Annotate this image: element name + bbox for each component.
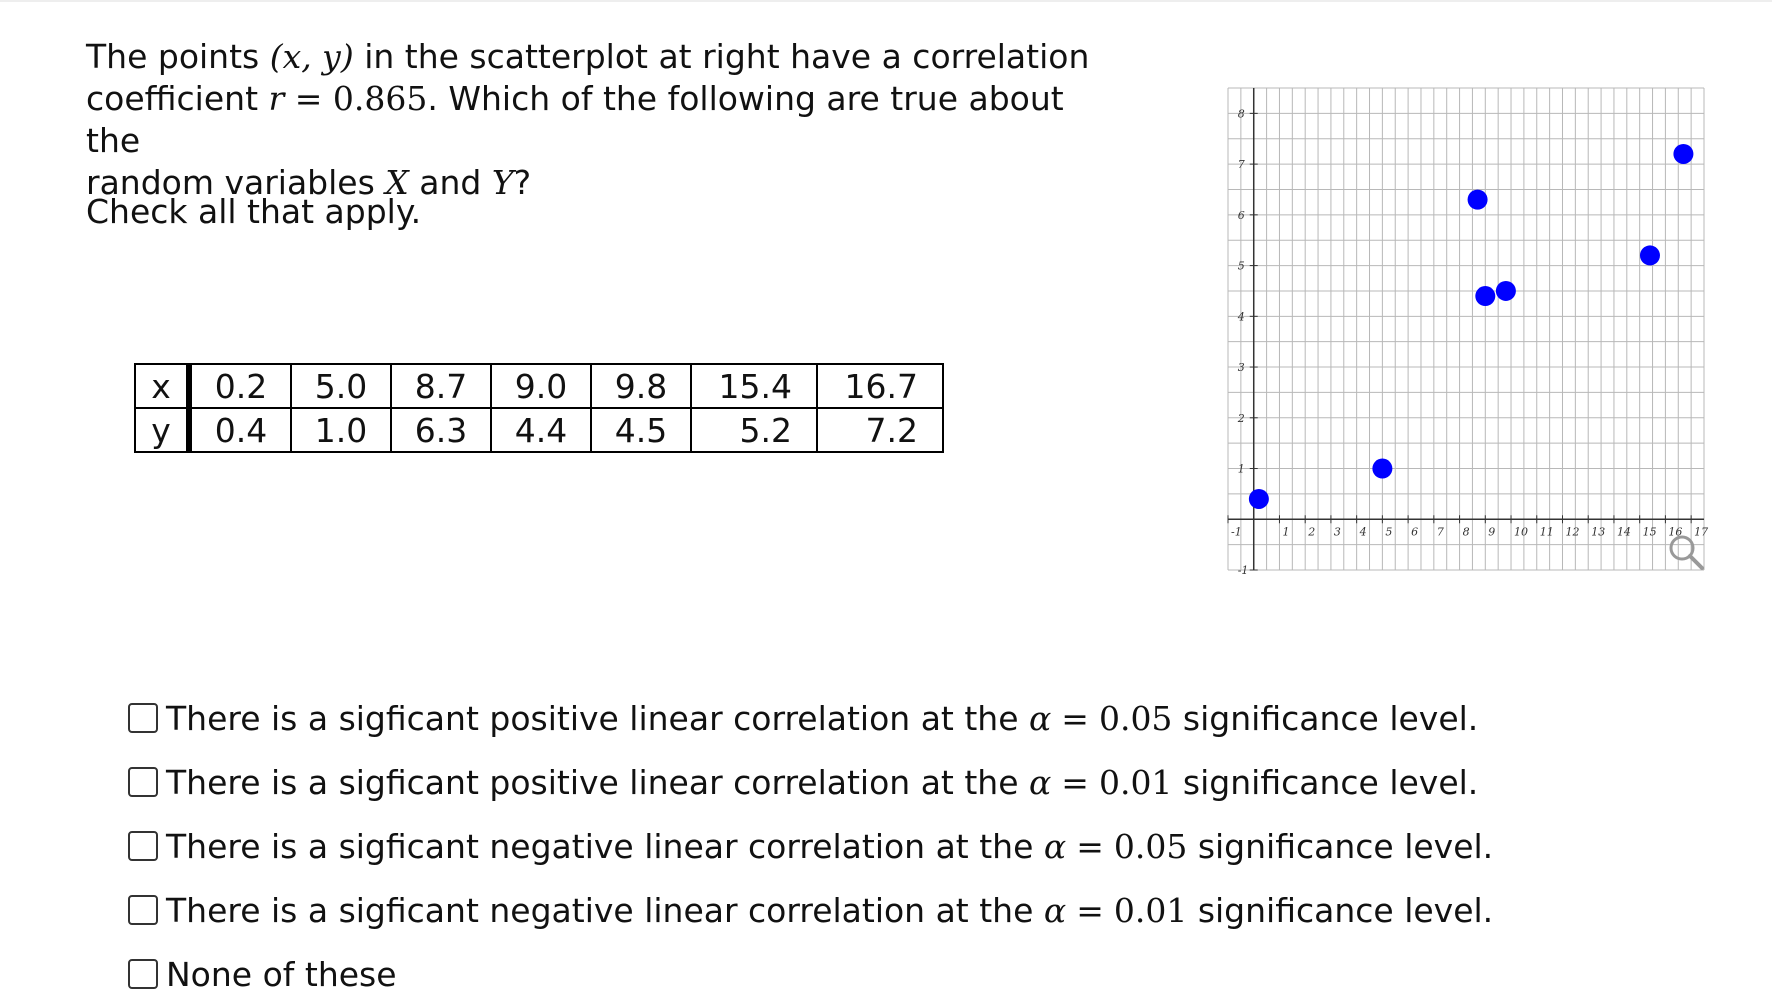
table-cell: 0.4 (189, 408, 291, 452)
data-point (1249, 489, 1269, 509)
question-text-part: The points (86, 37, 270, 76)
option-text: significance level. (1172, 762, 1479, 802)
x-tick-label: 6 (1411, 525, 1419, 539)
significance-level: 0.05 (1113, 826, 1188, 866)
option-negative-005[interactable] (128, 814, 1493, 878)
x-tick-label: 2 (1308, 525, 1316, 539)
question-text-part: . Which of the following are true about the (86, 79, 1064, 160)
y-tick-label: 8 (1237, 107, 1245, 121)
alpha-symbol: α (1029, 762, 1052, 802)
y-tick-label: 2 (1237, 411, 1245, 425)
x-tick-label: 3 (1333, 525, 1341, 539)
y-tick-label: 7 (1237, 158, 1245, 172)
data-point (1475, 286, 1495, 306)
y-tick-label: 3 (1237, 361, 1245, 375)
option-text: There is a sigficant positive linear correlation at the (166, 762, 1029, 802)
equals-sign: = (1076, 826, 1104, 866)
question-text-part: coefficient (86, 79, 269, 118)
r-symbol: r (268, 79, 285, 118)
y-tick-label: 4 (1237, 310, 1245, 324)
data-point (1673, 144, 1693, 164)
x-tick-label: 10 (1514, 525, 1529, 539)
option-text: significance level. (1187, 890, 1494, 930)
x-tick-label: 8 (1462, 525, 1470, 539)
option-text: There is a sigficant negative linear correlation at the (166, 890, 1044, 930)
magnifier-icon[interactable] (1671, 537, 1702, 568)
option-label[interactable] (166, 827, 1493, 866)
y-tick-label: 5 (1237, 259, 1245, 273)
checkbox[interactable] (128, 767, 158, 797)
alpha-symbol: α (1029, 698, 1052, 738)
table-cell: 5.2 (691, 408, 817, 452)
x-tick-label: 13 (1591, 525, 1606, 539)
answer-options (128, 686, 1493, 1006)
equals-sign: = (1061, 698, 1089, 738)
checkbox[interactable] (128, 831, 158, 861)
table-cell: 5.0 (291, 364, 391, 408)
checkbox[interactable] (128, 895, 158, 925)
equals-sign: = (1076, 890, 1104, 930)
checkbox[interactable] (128, 703, 158, 733)
alpha-symbol: α (1043, 890, 1067, 930)
option-text: There is a sigficant positive linear correlation at the (166, 698, 1029, 738)
checkbox[interactable] (128, 959, 158, 989)
x-tick-label: 17 (1694, 525, 1709, 539)
data-point (1640, 245, 1660, 265)
alpha-symbol: α (1043, 826, 1067, 866)
option-label[interactable] (166, 699, 1478, 738)
table-row-y (135, 408, 943, 452)
x-tick-label: 12 (1565, 525, 1580, 539)
x-tick-label: 7 (1436, 525, 1444, 539)
x-tick-label: 15 (1642, 525, 1657, 539)
variable-x: X (385, 163, 409, 202)
table-cell: 15.4 (691, 364, 817, 408)
x-tick-label: 11 (1539, 525, 1554, 539)
significance-level: 0.05 (1098, 698, 1173, 738)
x-tick-label: 9 (1488, 525, 1496, 539)
x-tick-label: 4 (1359, 525, 1367, 539)
table-cell: 9.8 (591, 364, 691, 408)
data-point (1468, 190, 1488, 210)
option-label[interactable] (166, 891, 1493, 930)
table-cell: 8.7 (391, 364, 491, 408)
x-tick-label: 1 (1282, 525, 1290, 539)
question-text (86, 36, 1106, 204)
question-mark: ? (513, 163, 532, 202)
data-point (1496, 281, 1516, 301)
table-cell: 4.4 (491, 408, 591, 452)
x-tick-label: -1 (1231, 525, 1242, 539)
r-value: 0.865 (332, 79, 428, 118)
significance-level: 0.01 (1113, 890, 1188, 930)
table-row-x (135, 364, 943, 408)
data-table (134, 363, 944, 453)
option-positive-005[interactable] (128, 686, 1493, 750)
equals-sign: = (284, 79, 333, 118)
option-positive-001[interactable] (128, 750, 1493, 814)
table-cell: 1.0 (291, 408, 391, 452)
option-negative-001[interactable] (128, 878, 1493, 942)
table-cell: 7.2 (817, 408, 943, 452)
option-none[interactable] (128, 942, 1493, 1006)
table-header-x: x (135, 364, 189, 408)
x-tick-label: 16 (1668, 525, 1683, 539)
option-label[interactable] (166, 763, 1478, 802)
table-cell: 6.3 (391, 408, 491, 452)
table-header-y: y (135, 408, 189, 452)
option-label[interactable]: None of these (166, 954, 397, 994)
option-text: significance level. (1187, 826, 1494, 866)
table-cell: 4.5 (591, 408, 691, 452)
table-cell: 16.7 (817, 364, 943, 408)
point-notation: (x, y) (269, 37, 354, 76)
scatterplot[interactable] (1228, 88, 1709, 577)
variable-y: Y (491, 163, 514, 202)
x-tick-label: 5 (1385, 525, 1393, 539)
instruction-text: Check all that apply. (86, 192, 422, 231)
y-tick-label: 1 (1237, 462, 1245, 476)
table-cell: 0.2 (189, 364, 291, 408)
x-tick-label: 14 (1616, 525, 1631, 539)
data-point (1372, 459, 1392, 479)
table-cell: 9.0 (491, 364, 591, 408)
y-tick-label: 6 (1237, 208, 1245, 222)
y-tick-label: -1 (1237, 564, 1249, 577)
option-text: There is a sigficant negative linear correlation at the (166, 826, 1044, 866)
option-text: significance level. (1172, 698, 1479, 738)
top-divider (0, 0, 1772, 2)
question-text-part: in the scatterplot at right have a correlation (353, 37, 1090, 76)
significance-level: 0.01 (1098, 762, 1173, 802)
question-text-part: random variables (86, 163, 386, 202)
question-text-part: and (408, 163, 492, 202)
equals-sign: = (1061, 762, 1089, 802)
